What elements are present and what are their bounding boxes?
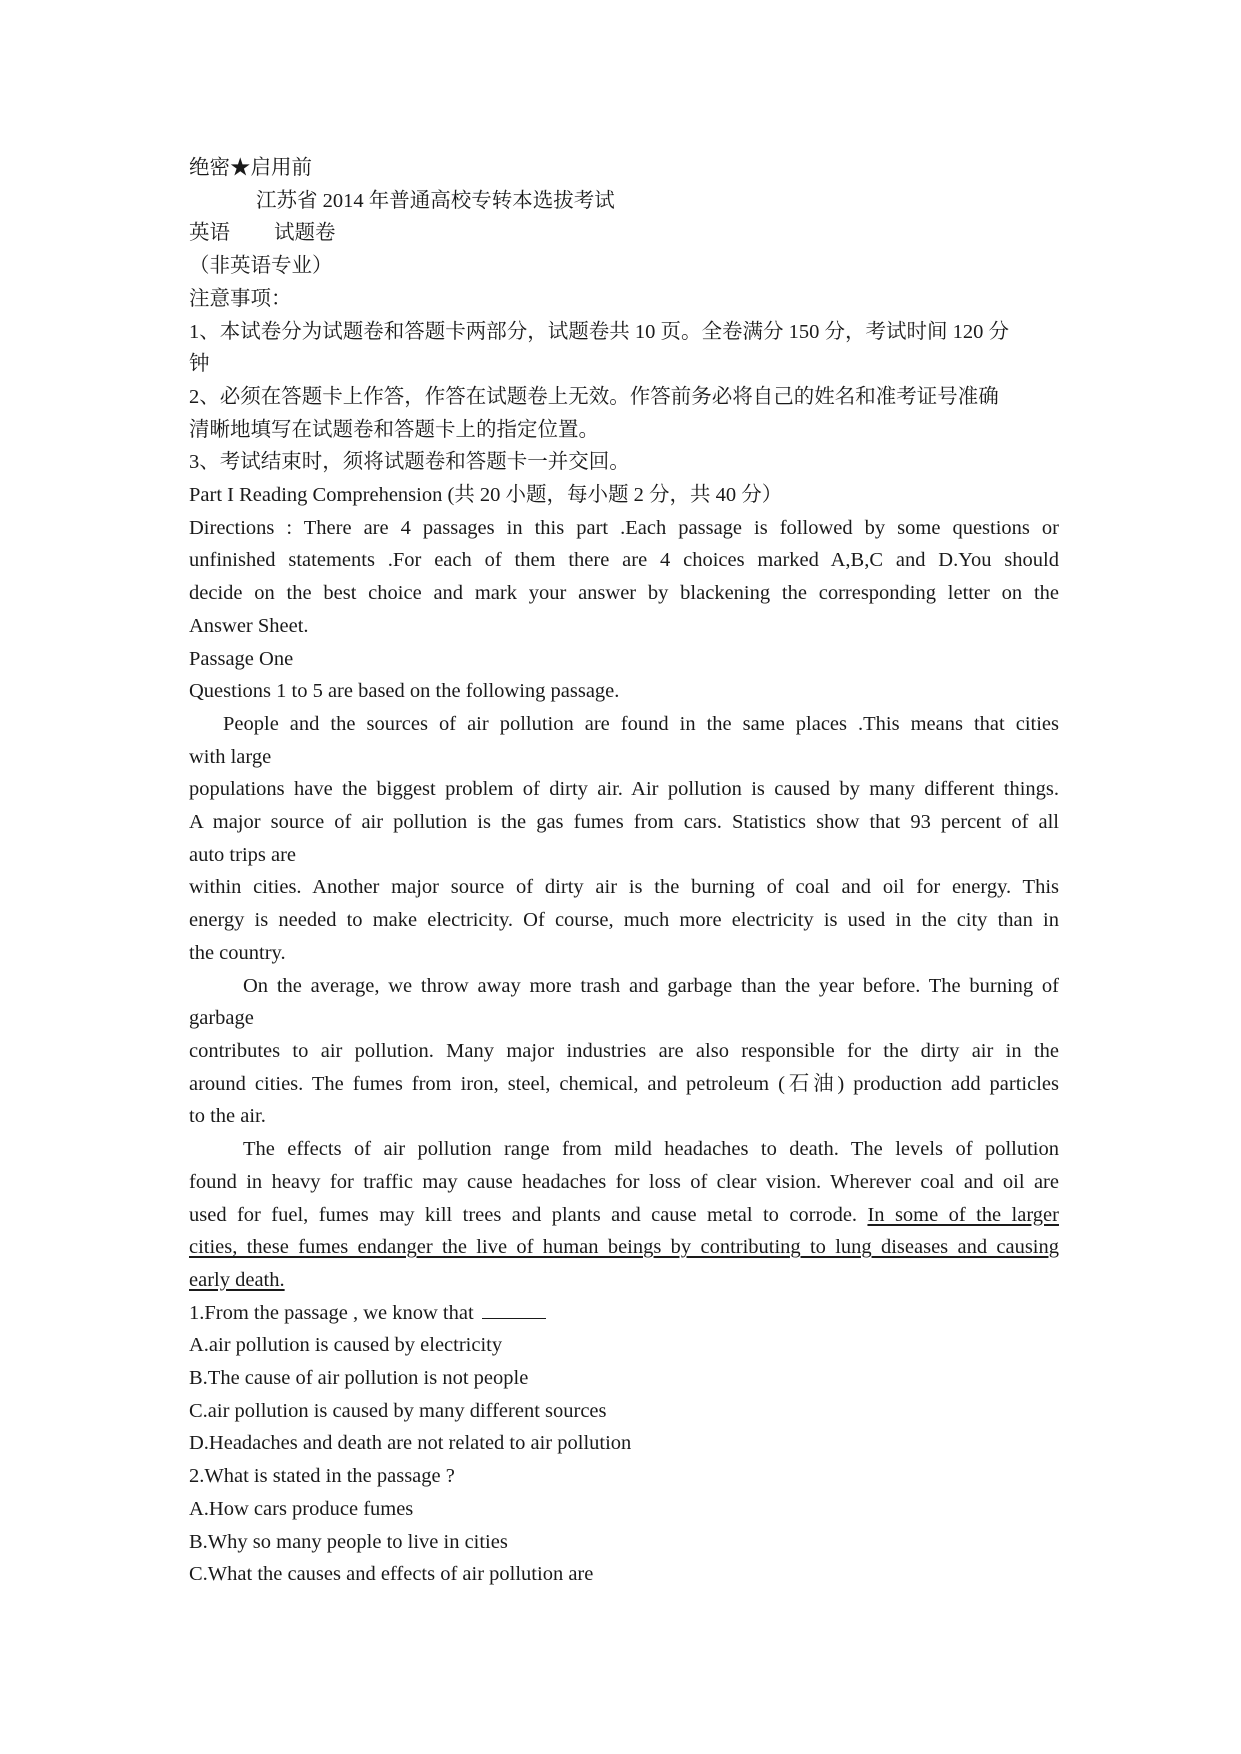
- question-1-option-d: D.Headaches and death are not related to air pollution: [189, 1432, 632, 1455]
- passage-line: with large: [189, 745, 272, 768]
- underlined-sentence: early death.: [189, 1268, 285, 1291]
- exam-title: 江苏省 2014 年普通高校专转本选拔考试: [256, 189, 615, 212]
- notice-item-2: 2、必须在答题卡上作答，作答在试题卷上无效。作答前务必将自己的姓名和准考证号准确: [189, 385, 999, 408]
- question-2-option-a: A.How cars produce fumes: [189, 1497, 414, 1520]
- passage-line: garbage: [189, 1007, 254, 1030]
- passage-line: the country.: [189, 941, 286, 964]
- passage-line: contributes to air pollution. Many major industries are also responsible for the dirty air in the: [189, 1039, 1059, 1062]
- directions-line: Directions : There are 4 passages in this part .Each passage is followed by some questions or: [189, 516, 1059, 539]
- notice-item-1-cont: 钟: [189, 353, 210, 376]
- notice-item-3: 3、考试结束时，须将试题卷和答题卡一并交回。: [189, 451, 630, 474]
- confidential-label: 绝密★启用前: [189, 157, 312, 179]
- question-1-option-b: B.The cause of air pollution is not people: [189, 1367, 529, 1390]
- major-note: （非英语专业）: [189, 255, 333, 278]
- passage-line: to the air.: [189, 1105, 266, 1128]
- subject-line: [189, 217, 1059, 250]
- passage-line: On the average, we throw away more trash and garbage than the year before. The burning of: [243, 974, 1059, 997]
- notice-item-2-cont: 清晰地填写在试题卷和答题卡上的指定位置。: [189, 418, 599, 441]
- passage-line: energy is needed to make electricity. Of course, much more electricity is used in the city than in: [189, 909, 1059, 932]
- question-2-stem: 2.What is stated in the passage ?: [189, 1465, 455, 1488]
- passage-line: A major source of air pollution is the gas fumes from cars. Statistics show that 93 percent of all: [189, 811, 1059, 834]
- passage-line: [189, 1199, 1059, 1232]
- question-1-option-c: C.air pollution is caused by many different sources: [189, 1399, 607, 1422]
- exam-page: [189, 152, 1059, 1591]
- passage-line: auto trips are: [189, 843, 297, 866]
- underlined-sentence: cities, these fumes endanger the live of human beings by contributing to lung diseases and causing: [189, 1236, 1059, 1259]
- question-1-option-a: A.air pollution is caused by electricity: [189, 1334, 503, 1357]
- notice-heading: 注意事项：: [189, 287, 292, 310]
- passage-text: used for fuel, fumes may kill trees and plants and cause metal to corrode.: [189, 1203, 868, 1226]
- passage-line: found in heavy for traffic may cause headaches for loss of clear vision. Wherever coal and oil are: [189, 1170, 1059, 1193]
- notice-item-1: 1、本试卷分为试题卷和答题卡两部分，试题卷共 10 页。全卷满分 150 分，考试时间 120 分: [189, 320, 1009, 343]
- question-1-text: 1.From the passage , we know that: [189, 1301, 474, 1324]
- question-2-option-b: B.Why so many people to live in cities: [189, 1530, 508, 1553]
- directions-line: unfinished statements .For each of them there are 4 choices marked A,B,C and D.You should: [189, 549, 1059, 572]
- subject-label: 英语: [189, 222, 230, 245]
- underlined-sentence: In some of the larger: [867, 1203, 1059, 1226]
- paper-type-label: 试题卷: [274, 222, 336, 245]
- directions-line: Answer Sheet.: [189, 614, 309, 637]
- directions-line: decide on the best choice and mark your answer by blackening the corresponding letter on the: [189, 582, 1059, 605]
- passage-line: populations have the biggest problem of dirty air. Air pollution is caused by many different things.: [189, 778, 1059, 801]
- passage-intro: Questions 1 to 5 are based on the following passage.: [189, 680, 620, 703]
- part1-title: Part I Reading Comprehension (共 20 小题，每小题 2 分，共 40 分）: [189, 484, 783, 507]
- question-2-option-c: C.What the causes and effects of air pollution are: [189, 1563, 594, 1586]
- passage-title: Passage One: [189, 647, 294, 670]
- passage-line: within cities. Another major source of dirty air is the burning of coal and oil for energy. This: [189, 876, 1059, 899]
- passage-line: People and the sources of air pollution are found in the same places .This means that cities: [223, 712, 1059, 735]
- question-1-stem: [189, 1297, 1059, 1330]
- answer-blank: [482, 1298, 546, 1319]
- passage-line: The effects of air pollution range from mild headaches to death. The levels of pollution: [243, 1138, 1059, 1161]
- passage-line: around cities. The fumes from iron, steel, chemical, and petroleum (石油) production add particles: [189, 1072, 1059, 1095]
